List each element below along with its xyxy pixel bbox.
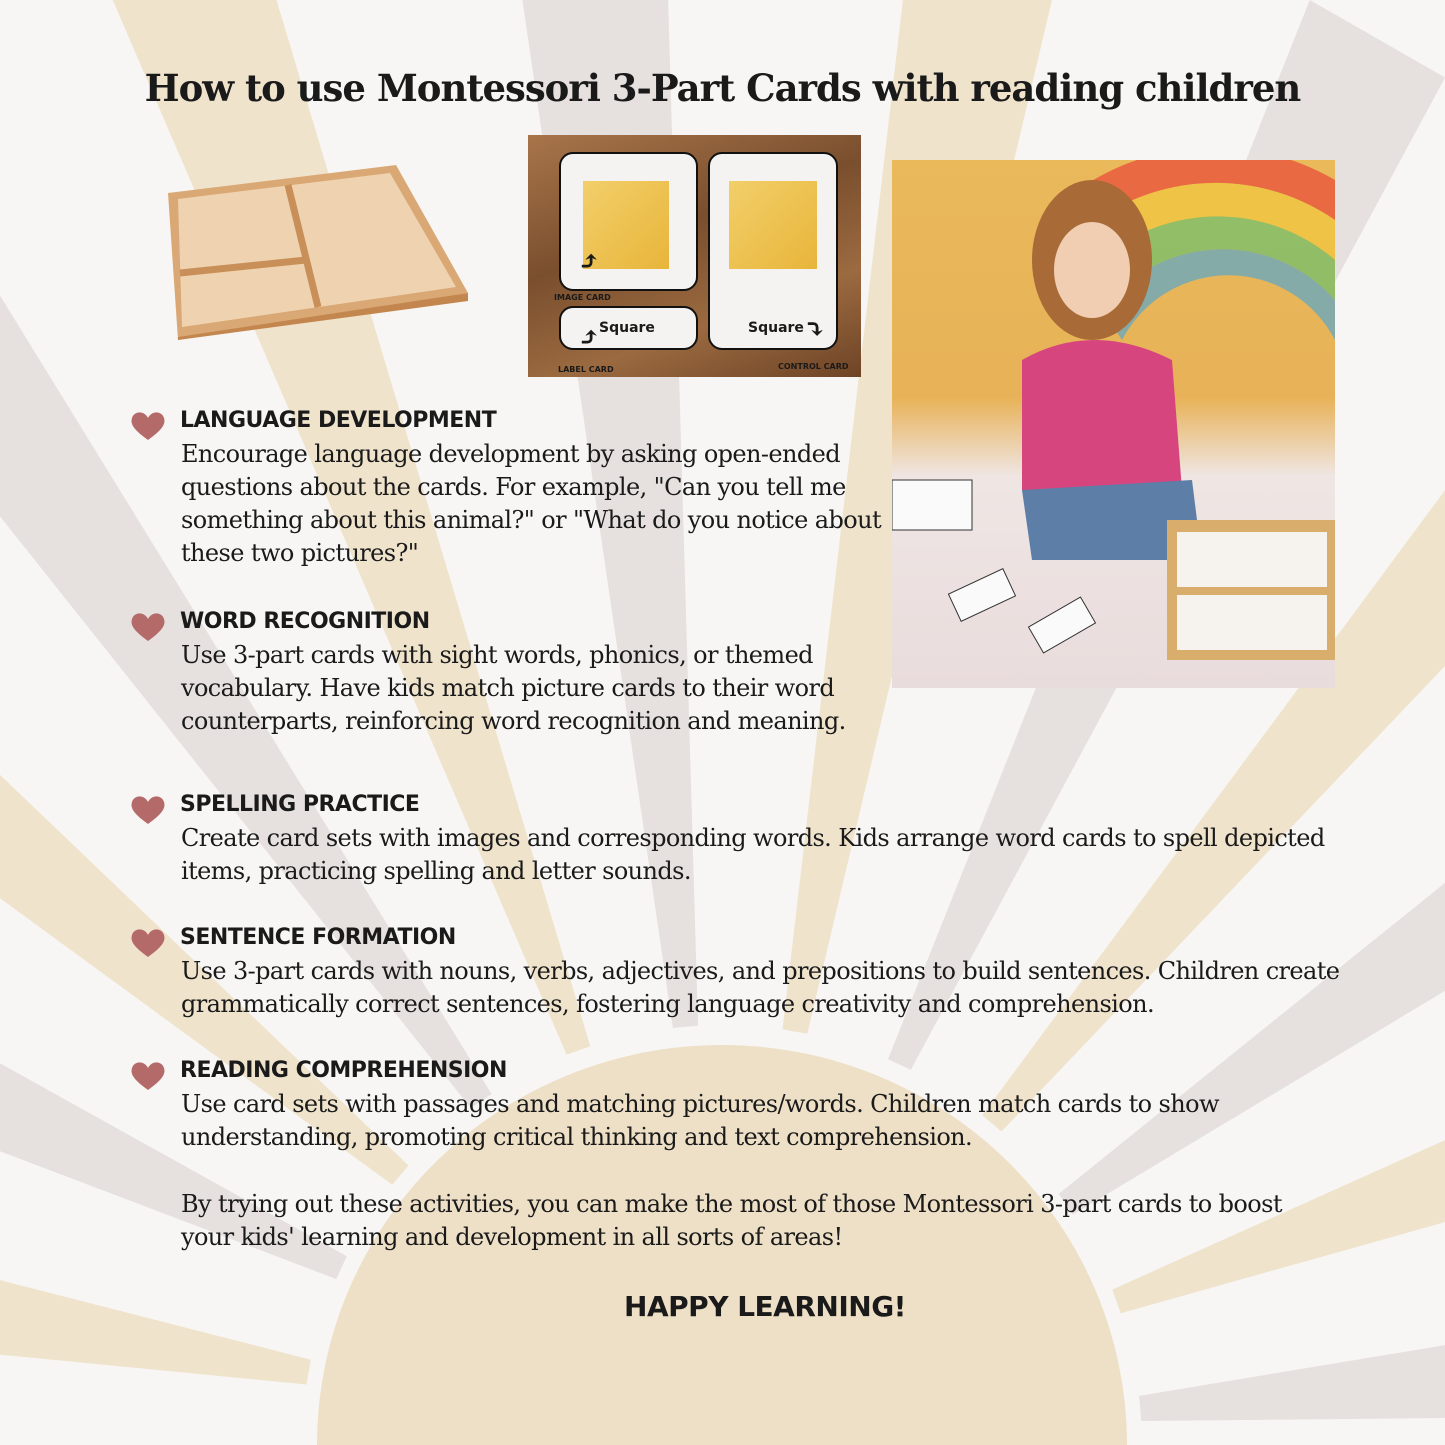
page-title: How to use Montessori 3-Part Cards with reading children xyxy=(144,66,1301,110)
control-card-word: Square xyxy=(748,320,804,336)
happy-learning-signoff: HAPPY LEARNING! xyxy=(624,1290,906,1323)
heart-icon xyxy=(130,410,166,442)
heart-icon xyxy=(130,794,166,826)
label-card-word: Square xyxy=(599,320,655,336)
sun-ray xyxy=(1139,1345,1445,1421)
section-heading: READING COMPREHENSION xyxy=(180,1058,507,1083)
sun-ray xyxy=(1059,883,1445,1215)
section-heading: LANGUAGE DEVELOPMENT xyxy=(180,408,497,433)
section-heading: WORD RECOGNITION xyxy=(180,609,430,634)
arrow-icon: ⤴ xyxy=(578,323,600,353)
section-heading: SPELLING PRACTICE xyxy=(180,792,420,817)
control-card-label: CONTROL CARD xyxy=(778,362,849,371)
image-card-label: IMAGE CARD xyxy=(554,293,611,302)
section-body: Create card sets with images and corresponding words. Kids arrange word cards to spell depicted items, practicing spelling and letter sounds. xyxy=(181,824,1325,885)
heart-icon xyxy=(130,611,166,643)
section-heading: SENTENCE FORMATION xyxy=(180,925,456,950)
section-body: Use 3-part cards with sight words, phonics, or themed vocabulary. Have kids match picture cards to their word counterparts, reinforcing word recognition and meaning. xyxy=(181,641,846,735)
heart-icon xyxy=(130,1060,166,1092)
section-body: Use card sets with passages and matching pictures/words. Children match cards to show understanding, promoting critical thinking and text comprehension. xyxy=(181,1090,1219,1151)
arrow-icon: ⤵ xyxy=(804,315,826,345)
section-body: Encourage language development by asking open-ended questions about the cards. For example, "Can you tell me something about this animal?" or "What do you notice about these two pictures?" xyxy=(181,440,882,567)
closing-paragraph: By trying out these activities, you can make the most of those Montessori 3-part cards to boost your kids' learning and development in all sorts of areas! xyxy=(181,1190,1282,1251)
section-body: Use 3-part cards with nouns, verbs, adjectives, and prepositions to build sentences. Children create grammatically correct sentences, fostering language creativity and comprehension. xyxy=(181,957,1340,1018)
three-part-card-diagram xyxy=(528,135,861,377)
arrow-icon: ⤴ xyxy=(578,247,600,277)
child-with-cards-photo xyxy=(892,160,1335,688)
wooden-tray-image xyxy=(168,165,468,340)
heart-icon xyxy=(130,927,166,959)
label-card-label: LABEL CARD xyxy=(558,365,614,374)
